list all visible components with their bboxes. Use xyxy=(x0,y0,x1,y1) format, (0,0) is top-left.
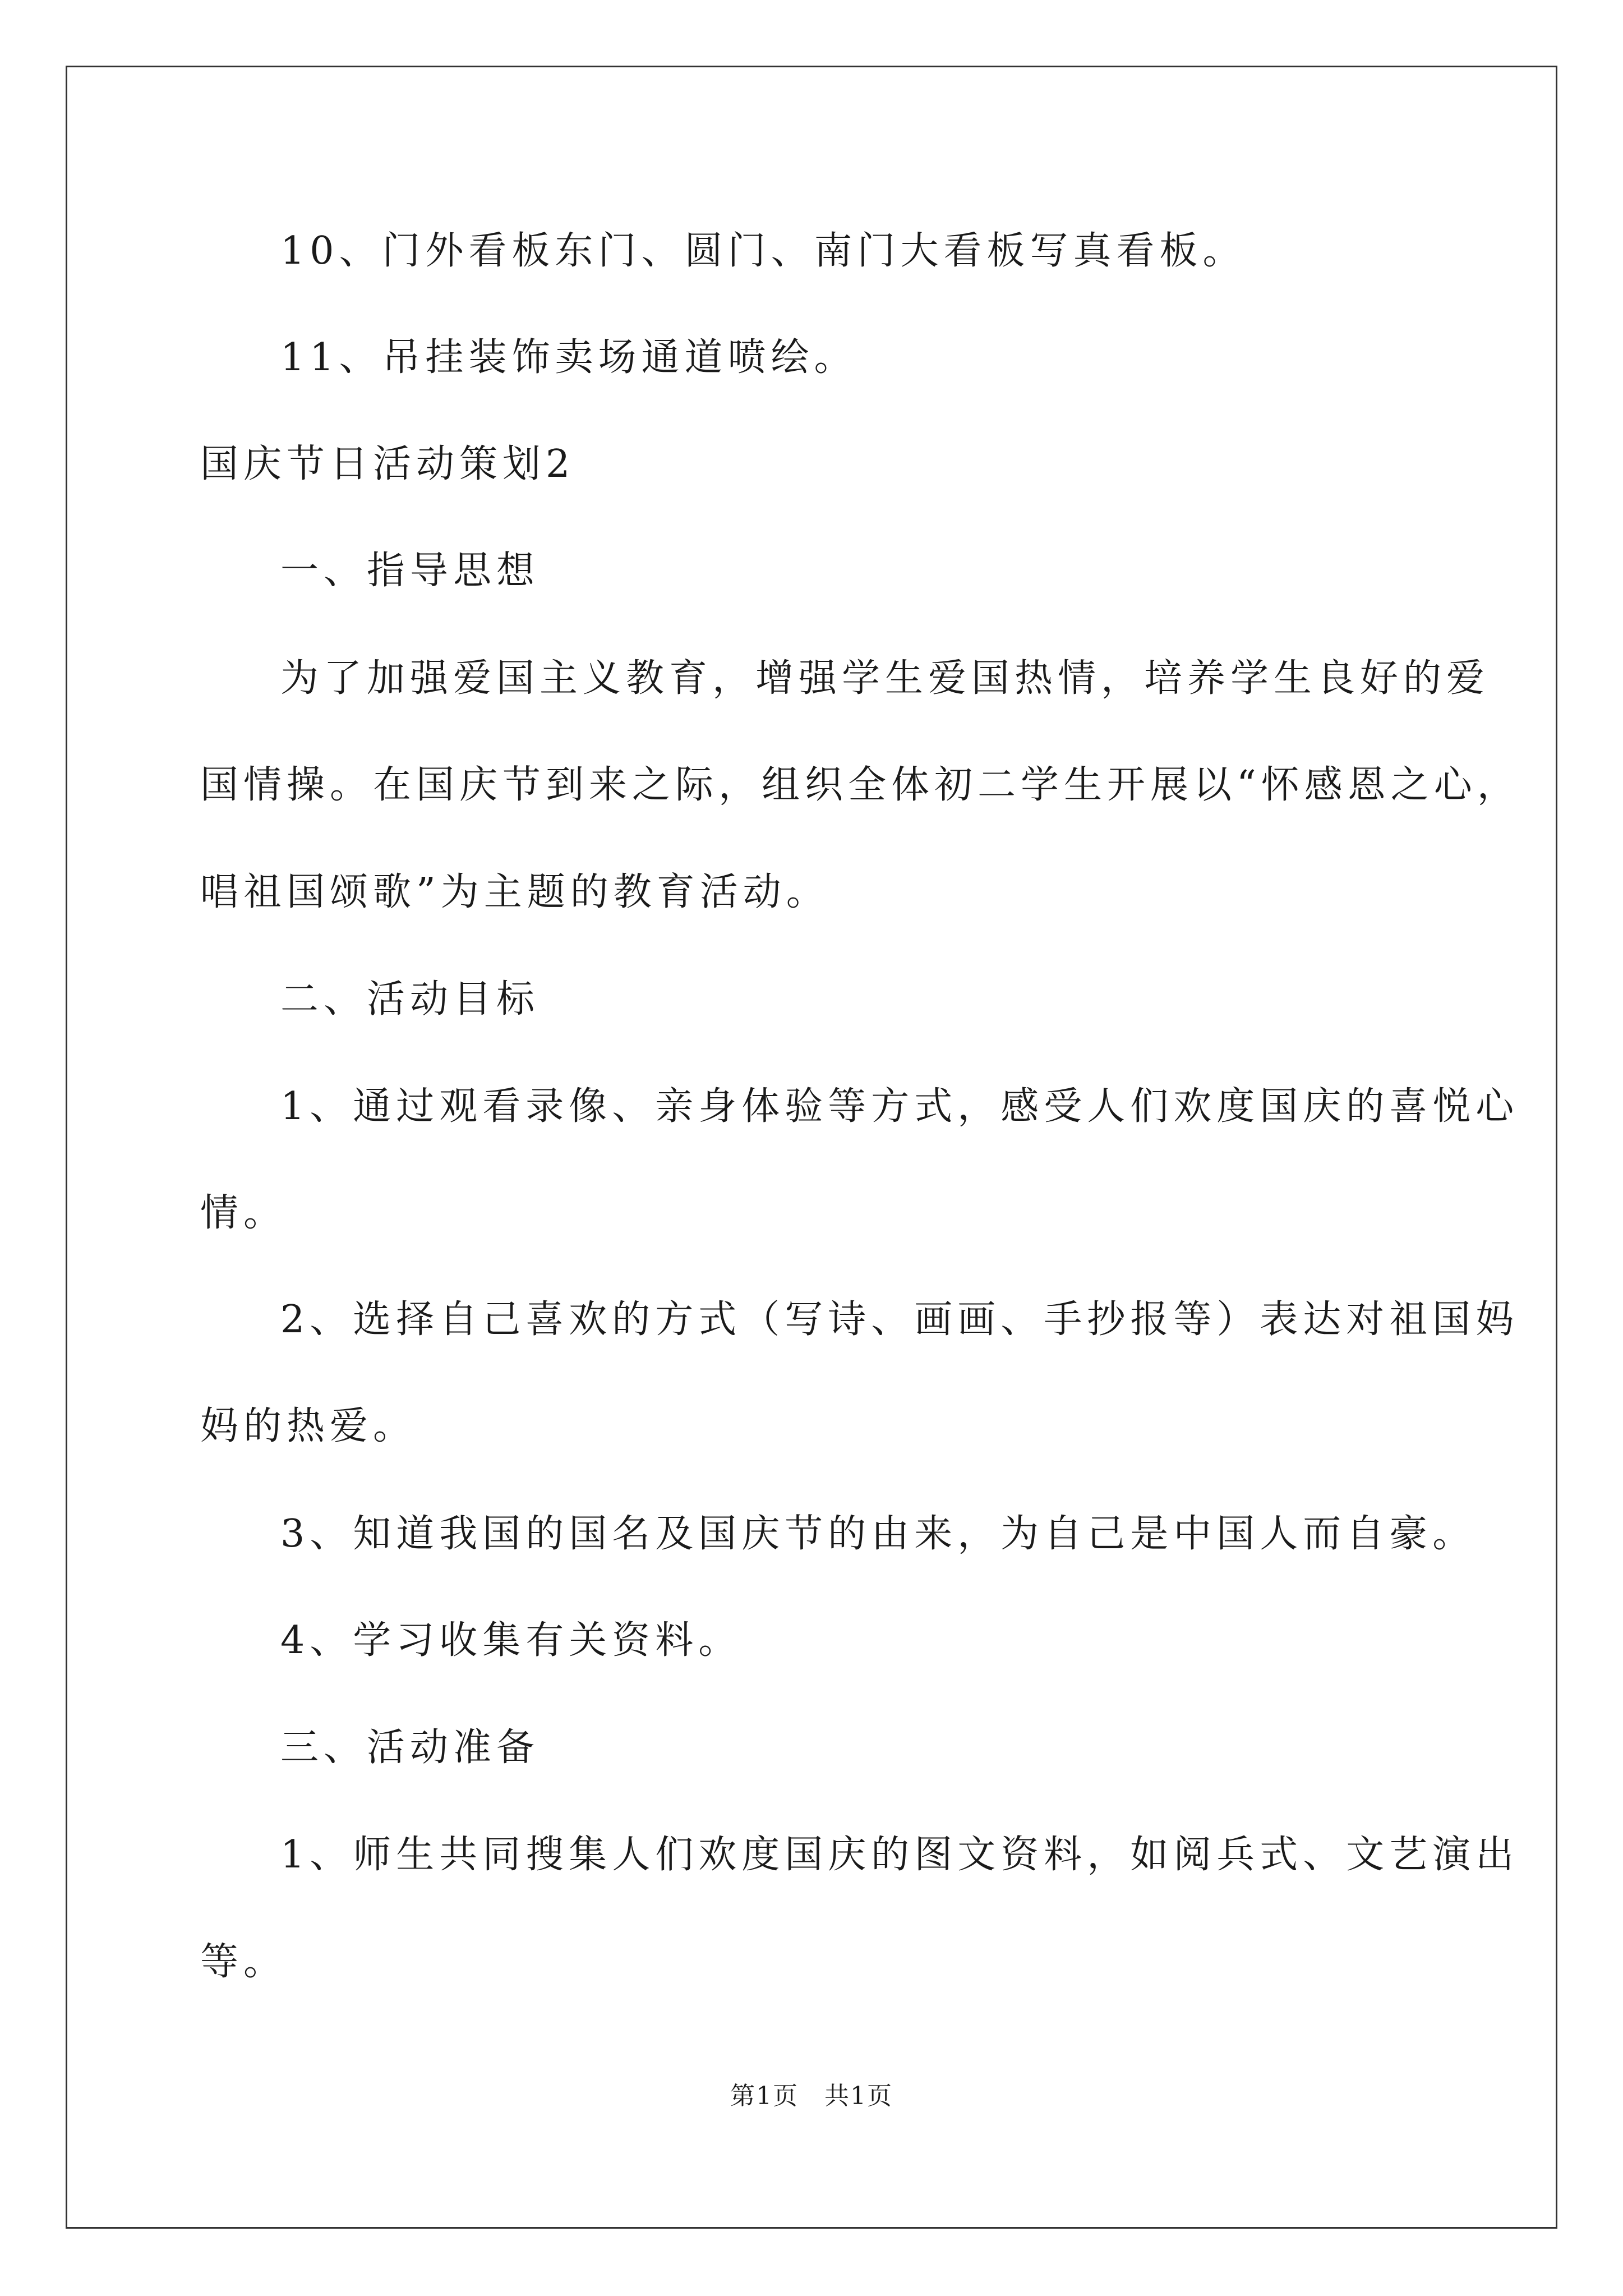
list-item-goal-4: 4、学习收集有关资料。 xyxy=(280,1618,742,1663)
page-border xyxy=(66,66,1557,2229)
heading-activity-goals: 二、活动目标 xyxy=(280,977,540,1022)
list-item-11: 11、吊挂装饰卖场通道喷绘。 xyxy=(280,335,857,380)
paragraph-line: 情。 xyxy=(200,1191,287,1235)
list-item-goal-3: 3、知道我国的国名及国庆节的由来，为自己是中国人而自豪。 xyxy=(280,1512,1476,1556)
heading-activity-preparation: 三、活动准备 xyxy=(280,1726,540,1770)
page-footer: 第1页 共1页 xyxy=(730,2082,893,2110)
list-item-prep-1: 1、师生共同搜集人们欢度国庆的图文资料，如阅兵式、文艺演出 xyxy=(280,1833,1519,1877)
section-title: 国庆节日活动策划2 xyxy=(200,442,575,486)
paragraph-line: 唱祖国颂歌”为主题的教育活动。 xyxy=(200,870,829,914)
paragraph-line: 国情操。在国庆节到来之际，组织全体初二学生开展以“怀感恩之心， xyxy=(200,763,1520,807)
list-item-10: 10、门外看板东门、圆门、南门大看板写真看板。 xyxy=(280,229,1246,273)
paragraph-line: 妈的热爱。 xyxy=(200,1404,417,1448)
paragraph-line: 为了加强爱国主义教育，增强学生爱国热情，培养学生良好的爱 xyxy=(280,656,1490,701)
paragraph-line: 等。 xyxy=(200,1940,287,1984)
list-item-goal-2: 2、选择自己喜欢的方式（写诗、画画、手抄报等）表达对祖国妈 xyxy=(280,1297,1519,1342)
heading-guiding-ideology: 一、指导思想 xyxy=(280,549,540,593)
list-item-goal-1: 1、通过观看录像、亲身体验等方式，感受人们欢度国庆的喜悦心 xyxy=(280,1084,1519,1129)
